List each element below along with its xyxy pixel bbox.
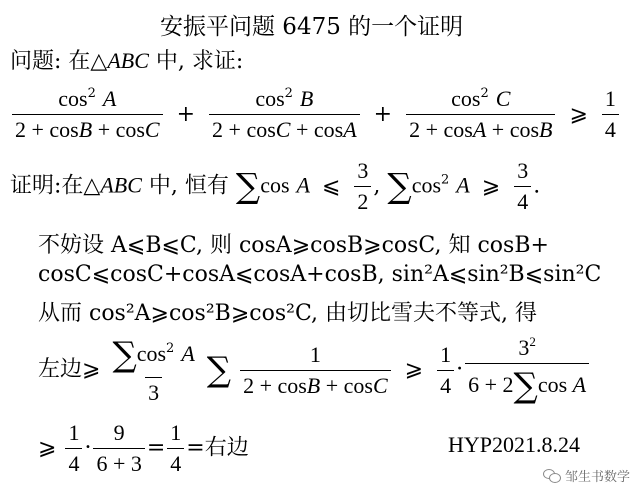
chebyshev-line: 左边⩾ $\frac{\sum\cos^2 A}{3}$ ∑ $\frac{1}{2 + \cos B + \cos C}$ ⩾ $\frac{1}{4}$ · $\frac{3^2}{\text{6 + 2∑cos A}}$ (38, 334, 591, 406)
fraction-3-2: $\frac{3}{2}$ (354, 158, 371, 215)
signature: HYP2021.8.24 (448, 432, 581, 457)
term-3: $\frac{\cos^2 C}{2 + \cos A + \cos B}$ (406, 86, 555, 143)
fraction-1-4: $\frac{1}{4}$ (437, 342, 454, 399)
sum-symbol: ∑ (387, 166, 412, 207)
main-inequality (10, 86, 621, 143)
problem-tail: 中, 求证: (155, 49, 244, 74)
problem-statement (10, 44, 243, 75)
term-2: $\frac{\cos^2 B}{2 + \cos C + \cos A}$ (209, 86, 360, 143)
term-1: $\frac{\cos^2 A}{2 + \cos B + \cos C}$ (12, 86, 163, 143)
plus-sign: + (373, 101, 393, 127)
fraction-3-4: $\frac{3}{4}$ (514, 158, 531, 215)
page-title: 安振平问题 6475 的一个证明 (160, 14, 464, 40)
triangle-name: ABC (107, 48, 149, 73)
watermark-text: 邹生书数学 (564, 470, 630, 485)
geq-sign: ⩾ (569, 101, 588, 127)
proof-line-4: 不妨设 A⩽B⩽C, 则 cosA⩾cosB⩾cosC, 知 cosB+ (38, 233, 549, 258)
reciprocal-sum-term: $\frac{1}{2 + \cos B + \cos C}$ (240, 342, 391, 399)
sum-symbol: ∑ (235, 166, 261, 207)
wechat-icon (543, 469, 561, 483)
fraction-9-over-sum: $\frac{3^2}{\text{6 + 2∑cos A}}$ (465, 334, 589, 406)
sum-cos2-over-3: $\frac{\sum\cos^2 A}{3}$ (112, 334, 195, 405)
final-line: ⩾ $\frac{1}{4}$ · $\frac{9}{6 + 3}$ = $\frac{1}{4}$ =右边 (38, 420, 249, 476)
fraction-1-4-result: $\frac{1}{4}$ (167, 420, 184, 477)
rhs-fraction: $\frac{1}{4}$ (602, 86, 619, 143)
plus-sign: + (176, 101, 196, 127)
fraction-9-over-9: $\frac{9}{6 + 3}$ (93, 420, 144, 477)
problem-lead: 问题: 在△ (10, 49, 108, 74)
proof-line-5: cosC⩽cosC+cosA⩽cosA+cosB, sin²A⩽sin²B⩽sin²C (38, 262, 602, 287)
fraction-1-4: $\frac{1}{4}$ (65, 420, 82, 477)
watermark (543, 466, 630, 485)
proof-line-6: 从而 cos²A⩾cos²B⩾cos²C, 由切比雪夫不等式, 得 (38, 301, 537, 326)
sum-symbol: ∑ (206, 350, 232, 390)
proof-intro: 证明:在△ABC 中, 恒有 ∑cos A ⩽ $\frac{3}{2}$ , $\sum\cos^2$ A ⩾ $\frac{3}{4}$ . (10, 158, 541, 214)
